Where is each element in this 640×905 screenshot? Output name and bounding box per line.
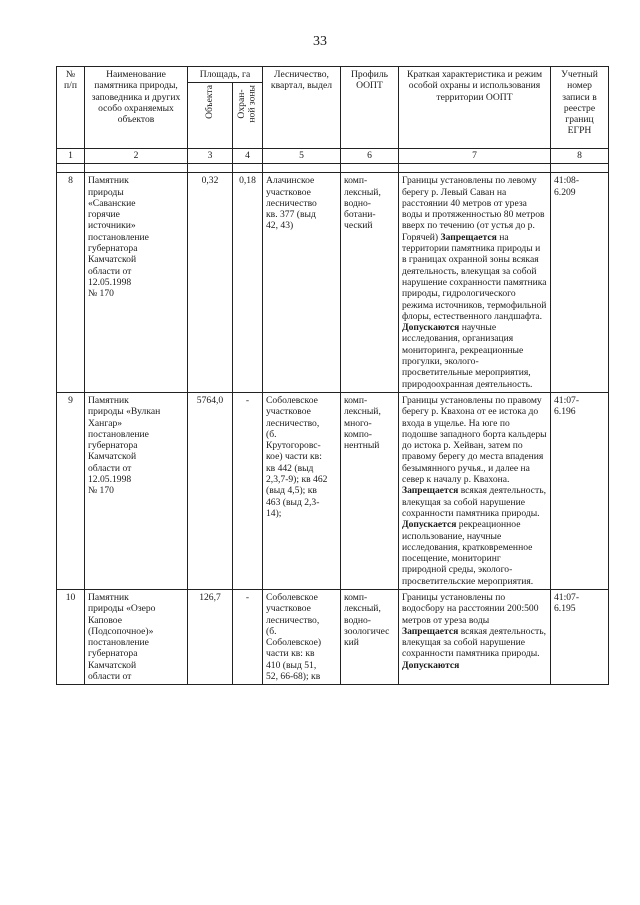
egrn-number: 41:08- 6.209 [551, 173, 609, 393]
profile: комп- лексный, водно- ботани- ческий [341, 173, 399, 393]
header-num: № п/п [57, 67, 85, 149]
object-name: Памятник природы «Саванские горячие источники» постановление губернатора Камчатской области от 12.05.1998 № 170 [85, 173, 188, 393]
area-zone: 0,18 [233, 173, 263, 393]
table-row [57, 589, 609, 684]
prohibited-label: Запрещается [402, 625, 459, 637]
header-description: Краткая характеристика и режим особой охраны и использования территории ООПТ [399, 67, 551, 149]
column-number-row [57, 149, 609, 164]
column-number: 1 [57, 149, 85, 164]
object-name: Памятник природы «Вулкан Хангар» постановление губернатора Камчатской области от 12.05.1998 № 170 [85, 392, 188, 589]
profile: комп- лексный, водно- зоологичес кий [341, 589, 399, 684]
description [399, 173, 551, 393]
prohibited-label: Запрещается [402, 485, 459, 497]
header-area-object: Объекта [203, 85, 215, 120]
header-forestry: Лесничество, квартал, выдел [263, 67, 341, 149]
table-row [57, 392, 609, 589]
prohibited-text: на территории памятника природы и в границах охранной зоны всякая деятельность, влекущая за собой нарушение сохранности памятника природы, гидрологического режима источников, термофильной флоры, естественного ландшафта. [402, 231, 547, 322]
allowed-label: Допускается [402, 519, 457, 531]
forestry: Алачинское участковое лесничество кв. 377 (выд 42, 43) [263, 173, 341, 393]
forestry: Соболевское участковое лесничество, (б. Соболевское) части кв: кв 410 (выд 51, 52, 66-68); кв [263, 589, 341, 684]
spacer-row [57, 164, 609, 173]
area-object: 126,7 [188, 589, 233, 684]
description [399, 392, 551, 589]
header-area-zone-cell [233, 83, 263, 149]
column-number: 7 [399, 149, 551, 164]
description-intro: Границы установлены по водосбору на расстоянии 200:500 метров от уреза воды [402, 591, 539, 626]
profile: комп- лексный, много- компо- нентный [341, 392, 399, 589]
description-intro: Границы установлены по правому берегу р. Квахона от ее истока до входа в ущелье. На юге по подошве западного борта кальдеры до истока р. Хейван, затем по правому берегу до места впадения безымянного ручья., и далее на север к началу р. Квахона. [402, 394, 547, 486]
column-number: 4 [233, 149, 263, 164]
table-row [57, 173, 609, 393]
description-intro: Границы установлены по левому берегу р. Левый Саван на расстоянии 40 метров от уреза воды и протяженностью 80 метров вверх по течению (от устья до р. Горячей) [402, 175, 545, 243]
description [399, 589, 551, 684]
column-number: 5 [263, 149, 341, 164]
column-number: 8 [551, 149, 609, 164]
egrn-number: 41:07- 6.196 [551, 392, 609, 589]
column-number: 2 [85, 149, 188, 164]
prohibited-text: всякая деятельность, влекущая за собой нарушение сохранности памятника природы. [402, 625, 546, 660]
allowed-label: Допускаются [402, 659, 460, 671]
area-zone: - [233, 589, 263, 684]
egrn-number: 41:07- 6.195 [551, 589, 609, 684]
protected-areas-table [56, 66, 609, 685]
prohibited-label: Запрещается [440, 231, 497, 243]
row-number: 10 [57, 589, 85, 684]
header-profile: Профиль ООПТ [341, 67, 399, 149]
header-row [57, 67, 609, 83]
header-area-zone: Охран- ной зоны [236, 85, 258, 123]
row-number: 9 [57, 392, 85, 589]
header-name: Наименование памятника природы, заповедника и других особо охраняемых объектов [85, 67, 188, 149]
allowed-label: Допускаются [402, 322, 460, 334]
prohibited-text: всякая деятельность, влекущая за собой нарушение сохранности памятника природы. [402, 485, 546, 519]
area-zone: - [233, 392, 263, 589]
column-number: 3 [188, 149, 233, 164]
object-name: Памятник природы «Озеро Каповое (Подсопочное)» постановление губернатора Камчатской области от [85, 589, 188, 684]
allowed-text: научные исследования, организация мониторинга, рекреационные прогулки, эколого-просветительные мероприятия, природоохранная деятельность. [402, 322, 533, 390]
page-number: 33 [313, 34, 327, 49]
allowed-text: рекреационное использование, научные исследования, кратковременное посещение, мониторинг природной среды, эколого-просветительские мероприятия. [402, 519, 534, 587]
header-egrn: Учетный номер записи в реестре границ ЕГРН [551, 67, 609, 149]
area-object: 0,32 [188, 173, 233, 393]
header-area: Площадь, га [188, 67, 263, 83]
row-number: 8 [57, 173, 85, 393]
column-number: 6 [341, 149, 399, 164]
area-object: 5764,0 [188, 392, 233, 589]
header-area-object-cell [188, 83, 233, 149]
forestry: Соболевское участковое лесничество, (б. Крутогоровс- кое) части кв: кв 442 (выд 2,3,7-9); кв 462 (выд 4,5); кв 463 (выд 2,3- 14); [263, 392, 341, 589]
